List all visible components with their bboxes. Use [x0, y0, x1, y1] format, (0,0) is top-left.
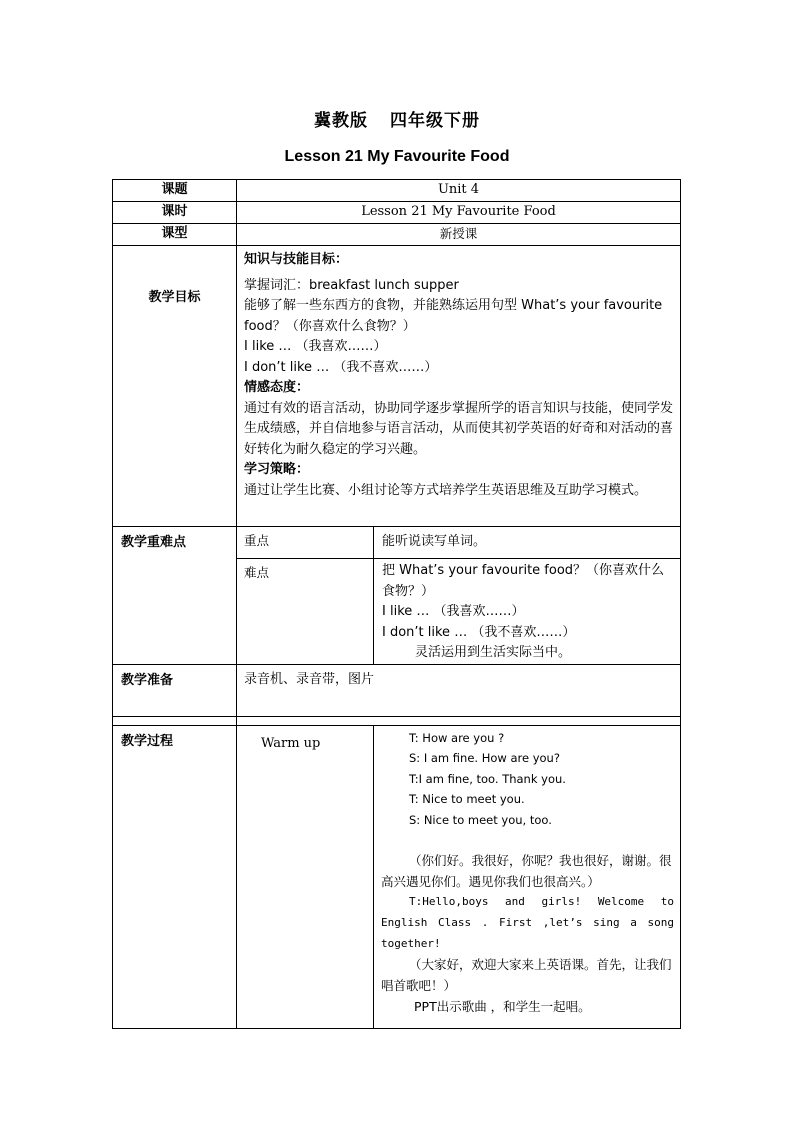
- dialog-line-1: T: How are you ?: [409, 730, 505, 745]
- topic-label: 课题: [113, 180, 237, 202]
- attitude-text: 通过有效的语言活动，协助同学逐步掌握所学的语言知识与技能，使同学发生成绩感，并自信地参与语言活动，从而使其初学英语的好奇和对活动的喜好转化为耐久稳定的学习兴趣。: [244, 400, 674, 457]
- period-row: [113, 202, 681, 224]
- key-value: 能听说读写单词。: [374, 527, 681, 559]
- vocab-line: 掌握词汇：breakfast lunch supper: [244, 277, 459, 293]
- process-row: [113, 725, 681, 1028]
- period-label: 课时: [113, 202, 237, 224]
- key-points-label: 教学重难点: [113, 527, 237, 665]
- dialog-translation-2: （大家好，欢迎大家来上英语课。首先，让我们唱首歌吧！）: [381, 957, 672, 994]
- dialog-line-4: T: Nice to meet you.: [409, 792, 525, 807]
- warmup-label: Warm up: [237, 725, 374, 1028]
- difficult-label: 难点: [237, 559, 374, 665]
- i-like-line: I like … （我喜欢……）: [244, 339, 387, 354]
- objectives-label: 教学目标: [113, 246, 237, 527]
- lesson-plan-table: [112, 179, 681, 1029]
- strategy-heading: 学习策略：: [244, 462, 310, 477]
- type-label: 课型: [113, 224, 237, 246]
- dialog-line-3: T:I am fine, too. Thank you.: [409, 771, 566, 786]
- spacer-row: [113, 716, 681, 725]
- warmup-dialog: [374, 725, 681, 1028]
- dialog-line-5: S: Nice to meet you, too.: [409, 812, 552, 827]
- key-label: 重点: [237, 527, 374, 559]
- difficult-line-2: I like … （我喜欢……）: [382, 604, 525, 619]
- objectives-row: [113, 246, 681, 527]
- period-value: Lesson 21 My Favourite Food: [237, 202, 681, 224]
- dialog-translation-1: （你们好。我很好，你呢？我也很好，谢谢。很高兴遇见你们。遇见你我们也很高兴。）: [381, 853, 672, 890]
- grade-label: 四年级下册: [390, 111, 480, 131]
- dialog-english-2: T:Hello,boys and girls! Welcome to English Class . First ,let’s sing a song together!: [381, 895, 674, 950]
- attitude-heading: 情感态度：: [244, 380, 310, 395]
- topic-value: Unit 4: [237, 180, 681, 202]
- key-point-row: [113, 527, 681, 559]
- objectives-content: [237, 246, 681, 527]
- knowledge-heading: 知识与技能目标：: [244, 252, 349, 267]
- type-row: [113, 224, 681, 246]
- type-value: 新授课: [237, 224, 681, 246]
- process-label: 教学过程: [113, 725, 237, 1028]
- difficult-content: [374, 559, 681, 665]
- i-dont-like-line: I don’t like … （我不喜欢……）: [244, 359, 438, 375]
- lesson-title: Lesson 21 My Favourite Food: [284, 148, 510, 165]
- page-title: [0, 106, 794, 131]
- sentence-line: 能够了解一些东西方的食物，并能熟练运用句型 What’s your favourite food？（你喜欢什么食物？）: [244, 298, 663, 334]
- difficult-line-1: 把 What’s your favourite food？（你喜欢什么食物？）: [382, 563, 665, 599]
- strategy-text: 通过让学生比赛、小组讨论等方式培养学生英语思维及互助学习模式。: [244, 482, 648, 498]
- prep-label: 教学准备: [113, 664, 237, 716]
- topic-row: [113, 180, 681, 202]
- ppt-instruction: PPT出示歌曲 ，和学生一起唱。: [414, 999, 591, 1015]
- publisher-label: 冀教版: [314, 111, 368, 131]
- prep-row: [113, 664, 681, 716]
- dialog-line-2: S: I am fine. How are you?: [409, 751, 560, 766]
- difficult-line-3: I don’t like … （我不喜欢……）: [382, 624, 576, 640]
- prep-value: 录音机、录音带，图片: [237, 664, 681, 716]
- difficult-line-4: 灵活运用到生活实际当中。: [415, 645, 572, 660]
